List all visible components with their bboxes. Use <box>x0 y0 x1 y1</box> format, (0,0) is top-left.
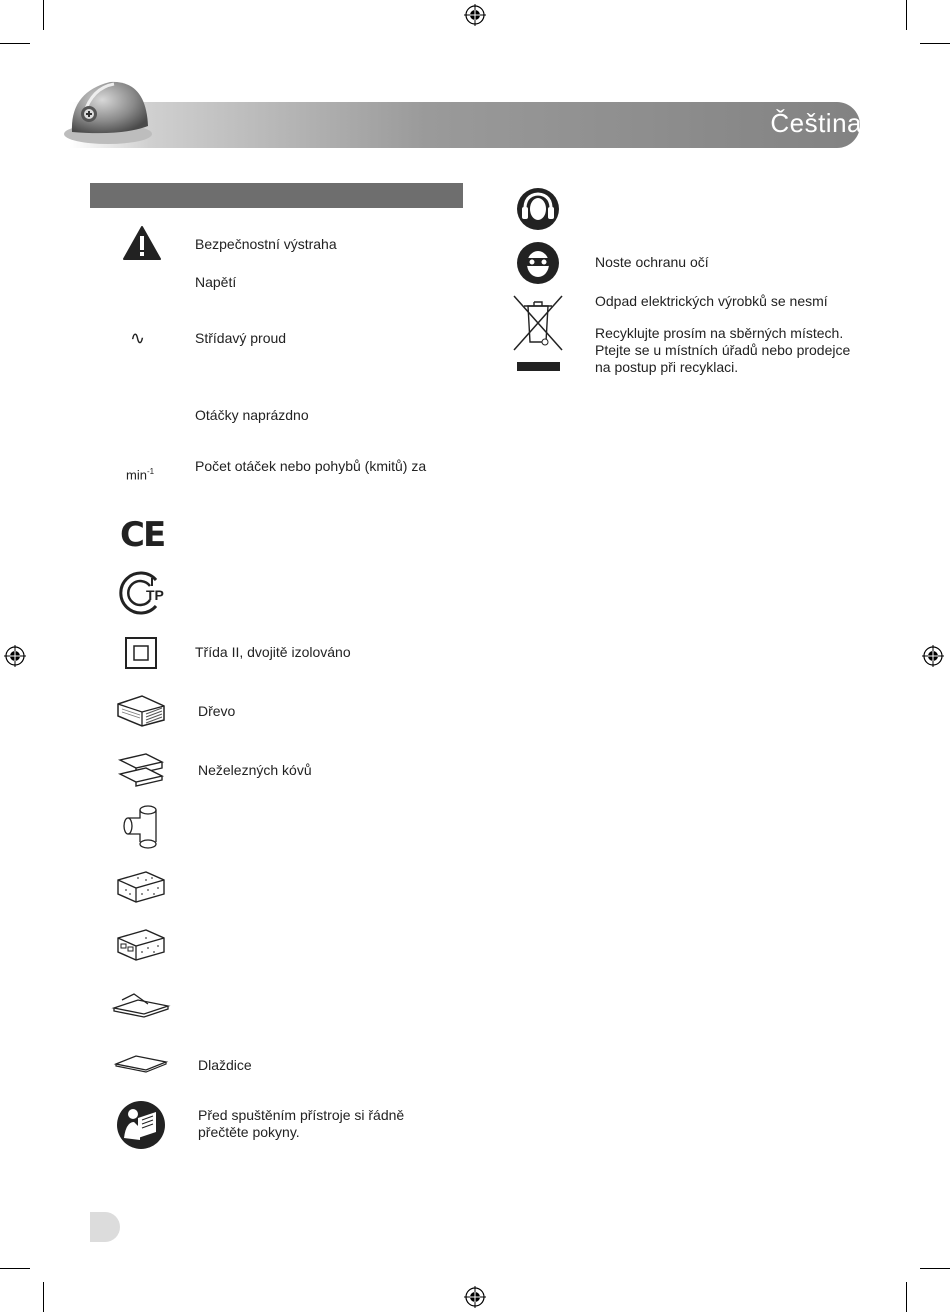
alternating-current-icon: ∿ <box>130 328 146 348</box>
eye-protection-text: Noste ochranu očí <box>595 254 709 270</box>
tile-icon <box>114 1054 168 1074</box>
no-load-speed-text: Otáčky naprázdno <box>195 407 309 423</box>
wood-material-icon <box>116 694 166 728</box>
brick-icon <box>116 870 166 904</box>
crop-mark <box>0 43 30 44</box>
hard-hat-icon <box>62 74 154 148</box>
non-ferrous-metal-icon <box>116 752 166 788</box>
registration-mark-icon <box>922 645 944 667</box>
ce-mark-icon: CE <box>120 515 165 555</box>
header-bar <box>70 102 860 148</box>
sheet-material-icon <box>112 990 170 1018</box>
hollow-brick-icon <box>116 928 166 962</box>
alternating-current-text: Střídavý proud <box>195 330 287 346</box>
eye-protection-icon <box>516 241 560 285</box>
read-manual-text: Před spuštěním přístroje si řádně přečtěte pokyny. <box>198 1107 405 1140</box>
class-ii-text: Třída II, dvojitě izolováno <box>195 644 351 660</box>
crop-mark <box>0 1268 30 1269</box>
pipe-fitting-icon <box>120 804 164 850</box>
registration-mark-icon <box>464 1286 486 1308</box>
section-heading-bar <box>90 183 463 208</box>
language-title: Čeština <box>770 108 862 138</box>
crop-mark <box>906 1282 907 1312</box>
crop-mark <box>920 43 950 44</box>
revolutions-per-minute-text: Počet otáček nebo pohybů (kmitů) za <box>195 458 427 474</box>
non-ferrous-metal-text: Neželezných kóvů <box>198 762 312 778</box>
weee-text: Odpad elektrických výrobků se nesmí <box>595 293 828 309</box>
recycling-text: Recyklujte prosím na sběrných místech. Ptejte se u místních úřadů nebo prodejce na postup při recyklaci. <box>595 325 851 375</box>
tiles-text: Dlaždice <box>198 1057 252 1073</box>
crop-mark <box>43 0 44 30</box>
warning-triangle-icon <box>122 225 162 261</box>
class-ii-double-square-icon <box>125 637 157 669</box>
crop-mark <box>43 1282 44 1312</box>
voltage-text: Napětí <box>195 274 237 290</box>
crop-mark <box>906 0 907 30</box>
per-minute-unit: $\min^{-1}$ <box>126 467 155 483</box>
ear-protection-icon <box>516 187 560 231</box>
weee-crossed-bin-icon <box>512 294 564 372</box>
read-manual-icon <box>116 1100 166 1150</box>
svg-text:TP: TP <box>146 587 164 603</box>
page-number-tab <box>90 1212 120 1242</box>
registration-mark-icon <box>4 645 26 667</box>
registration-mark-icon <box>464 4 486 26</box>
wood-text: Dřevo <box>198 703 236 719</box>
crop-mark <box>920 1268 950 1269</box>
safety-warning-text: Bezpečnostní výstraha <box>195 236 337 252</box>
gost-tp-mark-icon <box>116 570 168 616</box>
